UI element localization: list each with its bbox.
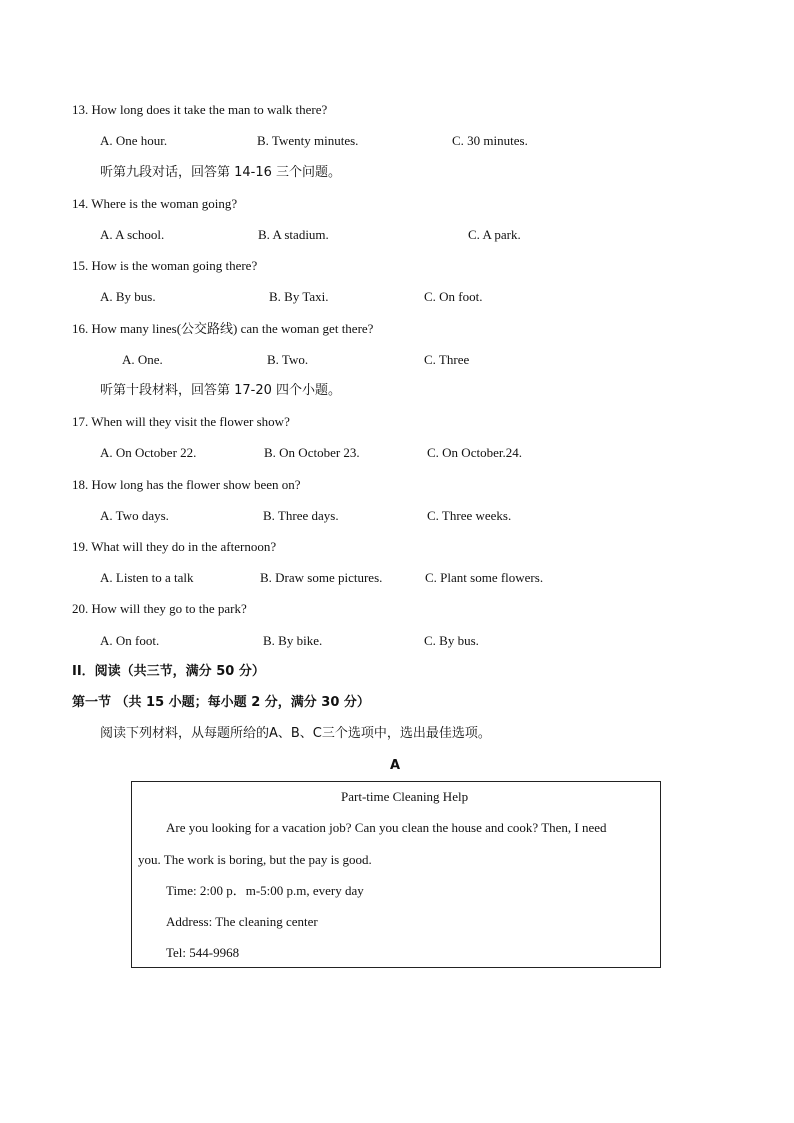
question-19-stem: 19. What will they do in the afternoon? [72, 539, 277, 554]
ad-time: Time: 2:00 p．m-5:00 p.m, every day [166, 883, 364, 898]
question-18-option-a: A. Two days. [100, 508, 169, 523]
question-18-option-b: B. Three days. [263, 508, 339, 523]
question-18-option-c: C. Three weeks. [427, 508, 512, 523]
question-13-option-c: C. 30 minutes. [452, 133, 528, 148]
question-14-option-c: C. A park. [468, 227, 521, 242]
question-18-stem: 18. How long has the flower show been on? [72, 477, 301, 492]
question-13-option-a: A. One hour. [100, 133, 168, 148]
question-19-option-b: B. Draw some pictures. [260, 570, 383, 585]
ad-body-line-2: you. The work is boring, but the pay is good. [138, 852, 372, 867]
ad-box [131, 781, 661, 968]
question-16-option-a: A. One. [122, 352, 163, 367]
question-15-option-a: A. By bus. [100, 289, 156, 304]
question-17-option-b: B. On October 23. [264, 445, 360, 460]
question-14-option-a: A. A school. [100, 227, 165, 242]
question-17-option-a: A. On October 22. [100, 445, 197, 460]
question-15-stem: 15. How is the woman going there? [72, 258, 258, 273]
question-17-stem: 17. When will they visit the flower show? [72, 414, 290, 429]
ad-body-line-1: Are you looking for a vacation job? Can you clean the house and cook? Then, I need [166, 820, 607, 835]
question-20-stem: 20. How will they go to the park? [72, 601, 247, 616]
question-16-stem: 16. How many lines(公交路线) can the woman get there? [72, 321, 374, 336]
reading-directions: 阅读下列材料，从每题所给的A、B、C三个选项中，选出最佳选项。 [100, 726, 491, 741]
ad-title: Part-time Cleaning Help [341, 789, 469, 804]
question-20-option-c: C. By bus. [424, 633, 479, 648]
question-15-option-c: C. On foot. [424, 289, 483, 304]
material-10-instruction: 听第十段材料，回答第 17-20 四个小题。 [100, 383, 342, 398]
section-2-part-1-heading: 第一节 （共 15 小题；每小题 2 分，满分 30 分） [72, 695, 370, 710]
question-13-stem: 13. How long does it take the man to walk there? [72, 102, 328, 117]
dialog-9-instruction: 听第九段对话，回答第 14-16 三个问题。 [100, 165, 342, 180]
section-2-heading: II．阅读（共三节，满分 50 分） [72, 664, 265, 679]
question-15-option-b: B. By Taxi. [269, 289, 329, 304]
ad-address: Address: The cleaning center [166, 914, 318, 929]
question-16-option-c: C. Three [424, 352, 470, 367]
question-17-option-c: C. On October.24. [427, 445, 522, 460]
question-19-option-a: A. Listen to a talk [100, 570, 194, 585]
question-16-option-b: B. Two. [267, 352, 309, 367]
question-20-option-b: B. By bike. [263, 633, 323, 648]
ad-tel: Tel: 544-9968 [166, 945, 240, 960]
question-19-option-c: C. Plant some flowers. [425, 570, 544, 585]
question-14-option-b: B. A stadium. [258, 227, 329, 242]
passage-letter: A [390, 758, 401, 773]
question-14-stem: 14. Where is the woman going? [72, 196, 238, 211]
question-13-option-b: B. Twenty minutes. [257, 133, 359, 148]
question-20-option-a: A. On foot. [100, 633, 160, 648]
